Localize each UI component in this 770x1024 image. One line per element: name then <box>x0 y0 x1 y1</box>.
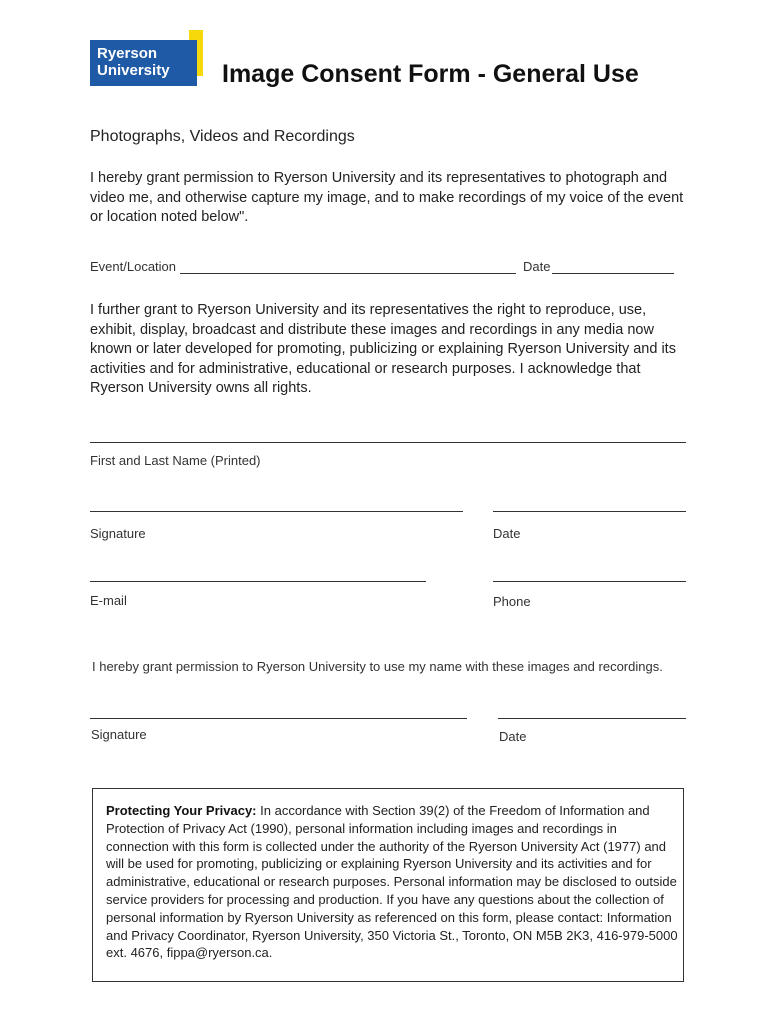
name-label: First and Last Name (Printed) <box>90 453 261 468</box>
privacy-notice <box>106 802 678 962</box>
date-label: Date <box>523 259 551 274</box>
email-field[interactable] <box>90 581 426 582</box>
signature2-field[interactable] <box>90 718 467 719</box>
signature-date-field[interactable] <box>493 511 686 512</box>
page-title: Image Consent Form - General Use <box>222 60 639 88</box>
signature-date-label: Date <box>493 526 521 541</box>
signature2-date-field[interactable] <box>498 718 686 719</box>
logo-line-2: University <box>97 62 170 79</box>
event-location-field[interactable] <box>180 273 516 274</box>
email-label: E-mail <box>90 593 127 608</box>
phone-field[interactable] <box>493 581 686 582</box>
logo-line-1: Ryerson <box>97 45 158 62</box>
signature-field[interactable] <box>90 511 463 512</box>
signature-label: Signature <box>90 526 146 541</box>
logo-text <box>97 45 170 79</box>
signature2-date-label: Date <box>499 729 527 744</box>
phone-label: Phone <box>493 594 531 609</box>
privacy-body: In accordance with Section 39(2) of the Freedom of Information and Protection of Privacy Act (1990), personal information including images and recordings in connection with this form is collected under the authority of the Ryerson University Act (1977) and will be used for promoting, publicizing or explaining Ryerson University and its activities and for administrative, educational or research purposes. Personal information may be disclosed to outside service providers for processing and production. If you have any questions about the collection of personal information by Ryerson University as referenced on this form, please contact: Information and Privacy Coordinator, Ryerson University, 350 Victoria St., Toronto, ON M5B 2K3, 416-979-5000 ext. 4676, fippa@ryerson.ca. <box>106 803 678 961</box>
consent-paragraph-2: I further grant to Ryerson University and its representatives the right to reproduce, use, exhibit, display, broadcast and distribute these images and recordings in any media now known or later developed for promoting, publicizing or explaining Ryerson University and its activities and for administrative, educational or research purposes. I acknowledge that Ryerson University owns all rights. <box>90 302 676 396</box>
signature2-label: Signature <box>91 727 147 742</box>
name-field[interactable] <box>90 442 686 443</box>
section-subtitle: Photographs, Videos and Recordings <box>90 128 355 145</box>
event-location-label: Event/Location <box>90 259 177 274</box>
consent-paragraph-1: I hereby grant permission to Ryerson University and its representatives to photograph and video me, and otherwise capture my image, and to make recordings of my voice of the event or location noted below". <box>90 170 684 225</box>
name-permission-text: I hereby grant permission to Ryerson University to use my name with these images and recordings. <box>92 659 663 674</box>
date-field[interactable] <box>552 273 674 274</box>
privacy-heading: Protecting Your Privacy: <box>106 803 257 818</box>
